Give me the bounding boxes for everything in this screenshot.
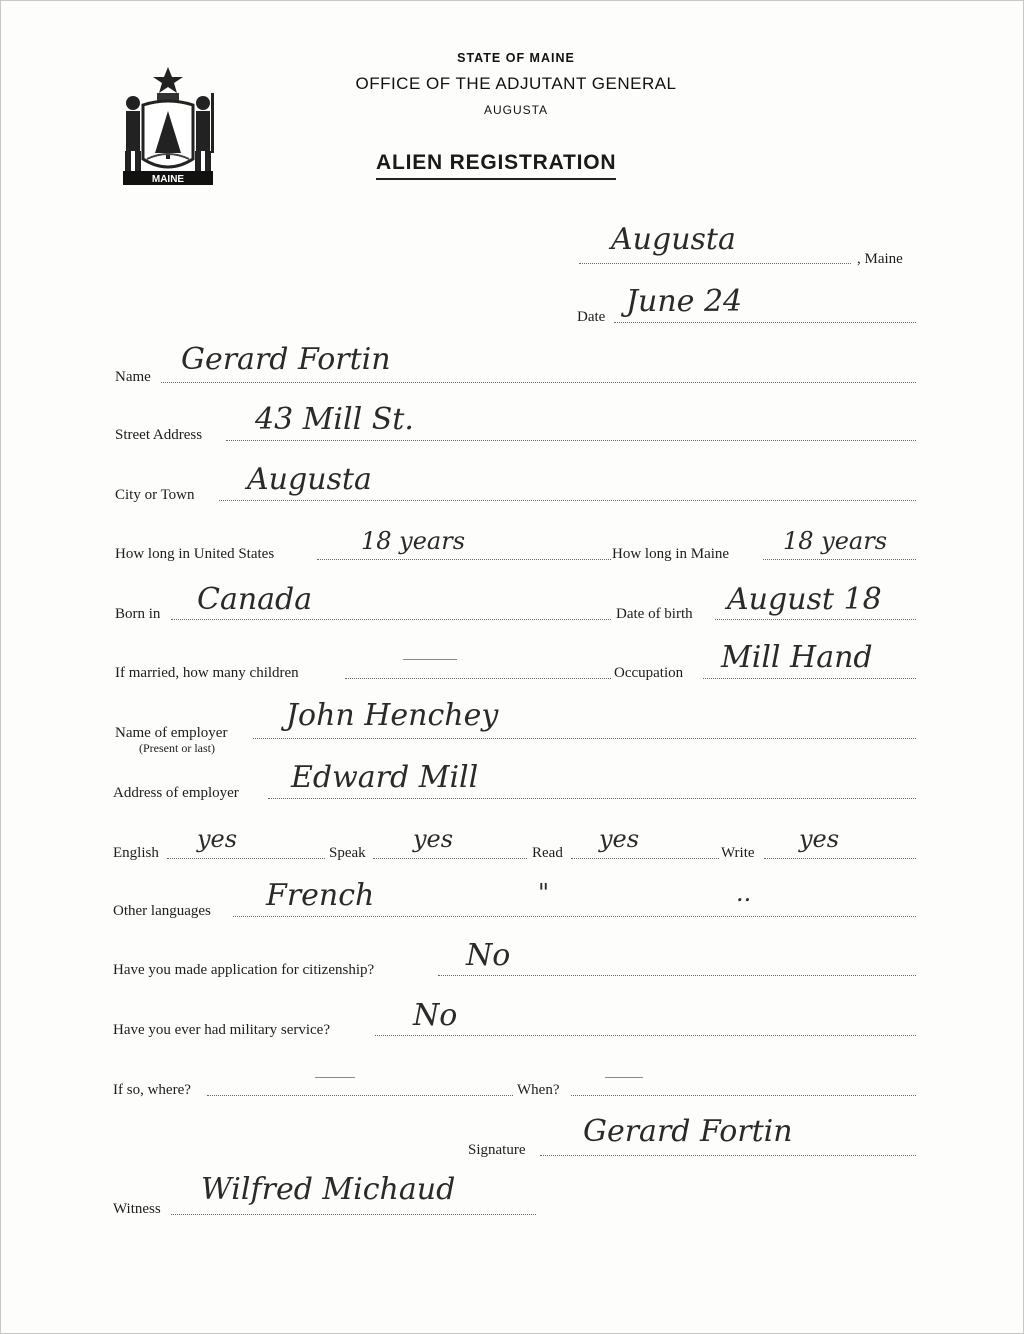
ditto-mark-1: "	[538, 879, 550, 907]
where-line	[207, 1095, 513, 1096]
us-duration-value: 18 years	[361, 527, 466, 555]
street-line	[226, 440, 916, 441]
citizenship-value: No	[466, 938, 511, 973]
read-label: Read	[532, 845, 563, 861]
military-line	[375, 1035, 916, 1036]
header-city: AUGUSTA	[483, 103, 549, 117]
witness-line	[171, 1214, 536, 1215]
signature-label: Signature	[468, 1142, 526, 1158]
other-languages-value: French	[266, 878, 375, 913]
children-dash	[403, 659, 457, 660]
us-duration-label: How long in United States	[115, 546, 275, 562]
write-line	[764, 858, 916, 859]
name-value: Gerard Fortin	[181, 342, 391, 377]
write-label: Write	[721, 845, 755, 861]
speak-value: yes	[413, 825, 454, 853]
employer-line	[253, 738, 916, 739]
other-languages-line	[233, 916, 916, 917]
header-state: STATE OF MAINE	[457, 51, 575, 65]
street-label: Street Address	[115, 427, 203, 443]
place-line	[579, 263, 851, 264]
english-label: English	[113, 845, 159, 861]
date-line	[614, 322, 916, 323]
city-label: City or Town	[115, 487, 195, 503]
maine-duration-label: How long in Maine	[612, 546, 730, 562]
witness-label: Witness	[113, 1201, 161, 1217]
citizenship-line	[438, 975, 916, 976]
witness-value: Wilfred Michaud	[201, 1172, 456, 1207]
city-value: Augusta	[247, 462, 372, 497]
seal-label: MAINE	[151, 174, 185, 185]
name-label: Name	[115, 369, 151, 385]
read-line	[571, 858, 719, 859]
speak-line	[373, 858, 527, 859]
when-dash	[605, 1077, 643, 1078]
city-line	[219, 500, 916, 501]
header-office: OFFICE OF THE ADJUTANT GENERAL	[355, 74, 677, 93]
occupation-line	[703, 678, 916, 679]
maine-duration-line	[763, 559, 916, 560]
where-dash	[315, 1077, 355, 1078]
employer-label: Name of employer	[115, 725, 228, 741]
form-title: ALIEN REGISTRATION	[376, 151, 616, 180]
citizenship-label: Have you made application for citizenship?	[113, 962, 375, 978]
date-value: June 24	[626, 284, 743, 319]
born-in-value: Canada	[197, 582, 313, 617]
english-value: yes	[197, 825, 238, 853]
name-line	[161, 382, 916, 383]
us-duration-line	[317, 559, 611, 560]
when-line	[571, 1095, 916, 1096]
born-in-line	[171, 619, 611, 620]
employer-sublabel: (Present or last)	[139, 741, 215, 755]
speak-label: Speak	[329, 845, 366, 861]
place-suffix-label: , Maine	[857, 251, 903, 267]
military-label: Have you ever had military service?	[113, 1022, 330, 1038]
children-line	[345, 678, 611, 679]
dob-line	[715, 619, 916, 620]
signature-value: Gerard Fortin	[583, 1114, 793, 1149]
when-label: When?	[517, 1082, 560, 1098]
dob-value: August 18	[727, 582, 882, 617]
employer-address-line	[268, 798, 916, 799]
maine-duration-value: 18 years	[783, 527, 888, 555]
employer-address-value: Edward Mill	[291, 760, 479, 795]
employer-address-label: Address of employer	[113, 785, 239, 801]
date-label: Date	[577, 309, 606, 325]
dob-label: Date of birth	[616, 606, 693, 622]
employer-value: John Henchey	[286, 698, 499, 733]
maine-seal-icon	[113, 63, 223, 188]
english-line	[167, 858, 325, 859]
occupation-value: Mill Hand	[721, 640, 873, 675]
write-value: yes	[799, 825, 840, 853]
children-label: If married, how many children	[115, 665, 299, 681]
where-label: If so, where?	[113, 1082, 191, 1098]
ditto-mark-2: ..	[736, 879, 752, 907]
place-value: Augusta	[611, 222, 736, 257]
read-value: yes	[599, 825, 640, 853]
signature-line	[540, 1155, 916, 1156]
other-languages-label: Other languages	[113, 903, 211, 919]
street-value: 43 Mill St.	[255, 402, 414, 437]
born-in-label: Born in	[115, 606, 161, 622]
occupation-label: Occupation	[614, 665, 684, 681]
military-value: No	[413, 998, 458, 1033]
